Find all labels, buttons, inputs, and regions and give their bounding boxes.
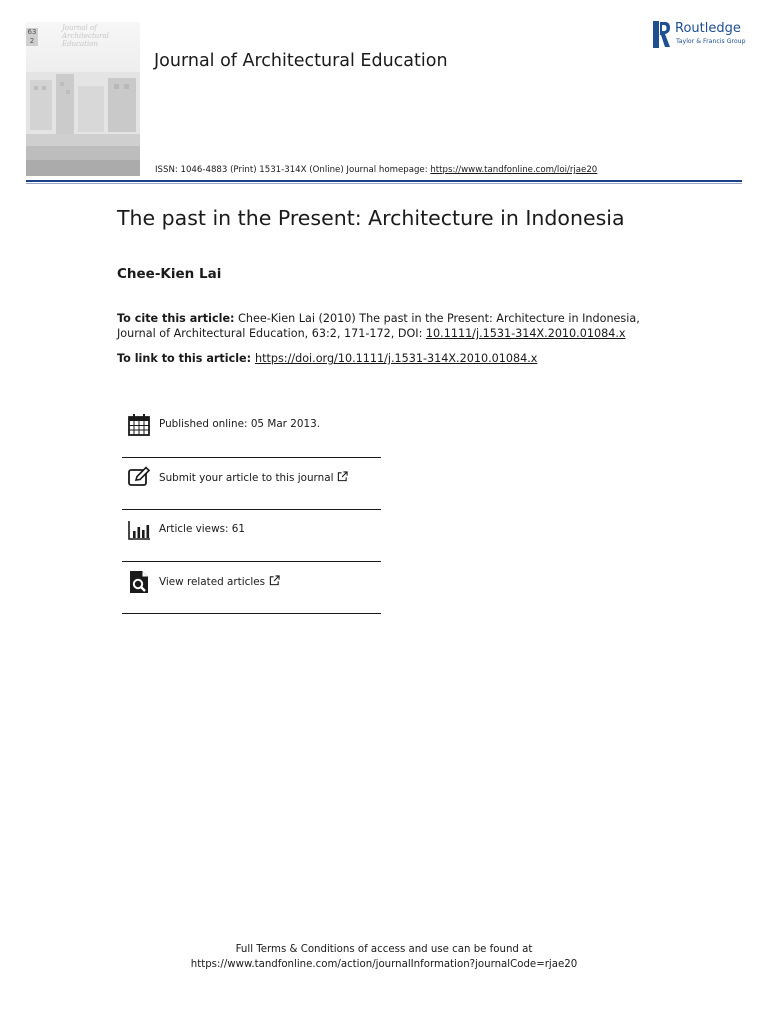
cover-photo-image bbox=[26, 72, 140, 176]
cover-volume-label: 63 2 bbox=[27, 28, 37, 45]
footer-terms-url[interactable]: https://www.tandfonline.com/action/journalInformation?journalCode=rjae20 bbox=[190, 959, 578, 970]
article-views-text: Article views: 61 bbox=[159, 523, 246, 535]
cite-text: Chee-Kien Lai (2010) The past in the Present: Architecture in Indonesia, Journal of Architectural Education, 63:2, 171-172, DOI: bbox=[117, 312, 640, 340]
article-link-block bbox=[117, 351, 657, 366]
published-online-item bbox=[122, 405, 381, 458]
article-doi-link[interactable]: https://doi.org/10.1111/j.1531-314X.2010.01084.x bbox=[255, 352, 538, 365]
publisher-name: Routledge bbox=[675, 21, 741, 36]
cite-doi-link[interactable]: 10.1111/j.1531-314X.2010.01084.x bbox=[425, 327, 626, 340]
bar-chart-icon bbox=[127, 518, 151, 542]
external-link-icon bbox=[269, 575, 280, 586]
publisher-subtitle: Taylor & Francis Group bbox=[676, 38, 746, 45]
footer-terms-text: Full Terms & Conditions of access and use can be found at bbox=[235, 944, 533, 955]
footer bbox=[0, 942, 768, 972]
related-articles-link[interactable] bbox=[159, 575, 280, 588]
related-articles-item[interactable] bbox=[122, 562, 381, 614]
article-author: Chee-Kien Lai bbox=[117, 266, 222, 282]
related-articles-label: View related articles bbox=[159, 576, 266, 588]
submit-article-item[interactable] bbox=[122, 458, 381, 510]
header-divider bbox=[26, 180, 742, 182]
calendar-icon bbox=[127, 413, 151, 437]
journal-homepage-link[interactable]: https://www.tandfonline.com/loi/rjae20 bbox=[430, 165, 598, 175]
journal-title: Journal of Architectural Education bbox=[154, 51, 448, 71]
article-views-item bbox=[122, 510, 381, 562]
citation-block bbox=[117, 311, 657, 341]
search-document-icon bbox=[127, 570, 151, 594]
cover-title-text: Journal of Architectural Education bbox=[62, 24, 110, 48]
routledge-r-icon bbox=[653, 21, 671, 48]
external-link-icon bbox=[337, 471, 348, 482]
submit-article-link[interactable] bbox=[159, 471, 348, 484]
submit-article-label: Submit your article to this journal bbox=[159, 472, 334, 484]
article-title: The past in the Present: Architecture in Indonesia bbox=[117, 206, 625, 230]
cite-label: To cite this article: bbox=[117, 312, 235, 325]
routledge-logo bbox=[653, 21, 749, 49]
issn-text: ISSN: 1046-4883 (Print) 1531-314X (Online) Journal homepage: bbox=[155, 165, 431, 175]
issn-line bbox=[155, 165, 597, 175]
article-info-list bbox=[122, 405, 381, 614]
header-divider-thin bbox=[26, 183, 742, 184]
journal-cover-thumbnail bbox=[26, 22, 140, 176]
published-online-text: Published online: 05 Mar 2013. bbox=[159, 418, 321, 430]
edit-icon bbox=[127, 466, 151, 490]
link-label: To link to this article: bbox=[117, 352, 255, 365]
